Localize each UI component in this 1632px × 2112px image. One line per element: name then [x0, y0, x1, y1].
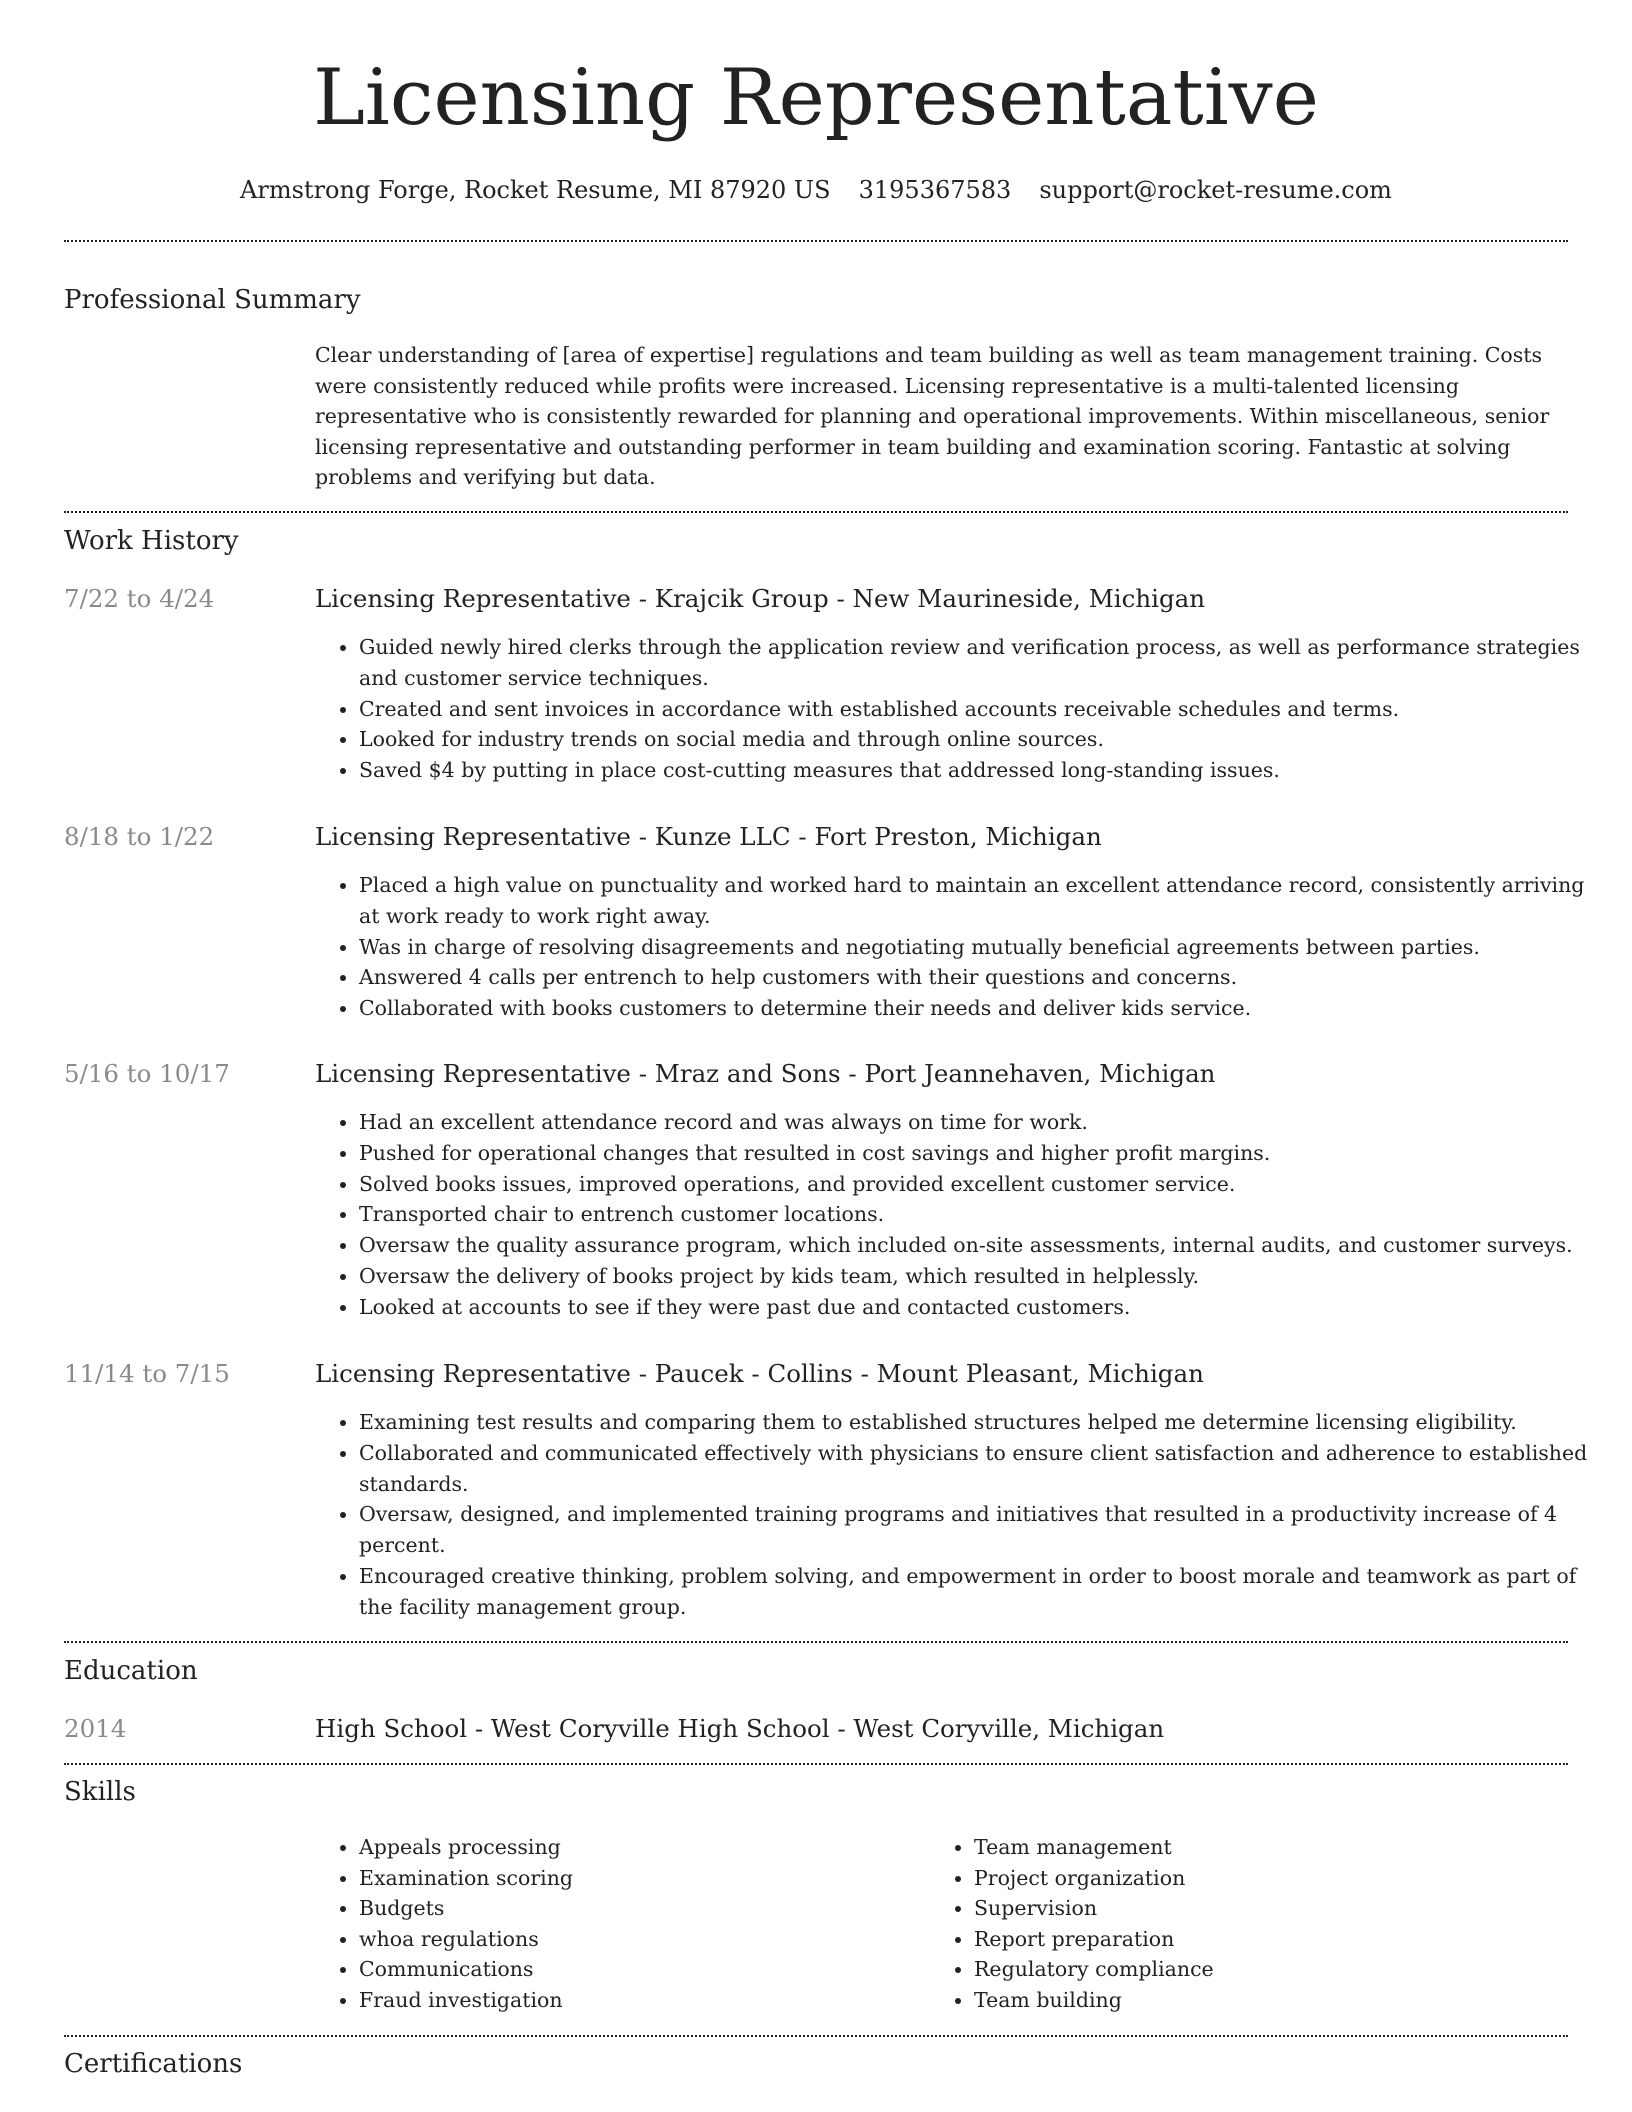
- job-bullets: [315, 1107, 1609, 1323]
- list-item: • Team management: [974, 1832, 1534, 1863]
- job-heading: Licensing Representative - Mraz and Sons - Port Jeannehaven, Michigan: [315, 1059, 1216, 1088]
- education-heading-line: High School - West Coryville High School - West Coryville, Michigan: [315, 1714, 1165, 1743]
- list-item: • Encouraged creative thinking, problem solving, and empowerment in order to boost morale and teamwork as part of the facility management group.: [359, 1561, 1609, 1623]
- list-item: • Transported chair to entrench customer locations.: [359, 1199, 1609, 1230]
- candidate-name: Licensing Representative: [313, 53, 1319, 143]
- list-item: • Fraud investigation: [359, 1985, 919, 2016]
- list-item: • Pushed for operational changes that resulted in cost savings and higher profit margins.: [359, 1138, 1609, 1169]
- list-item: • Budgets: [359, 1893, 919, 1924]
- job-dates: 11/14 to 7/15: [64, 1359, 230, 1388]
- job-bullets: [315, 632, 1609, 786]
- education-heading: Education: [64, 1656, 198, 1686]
- certifications-heading: Certifications: [64, 2049, 243, 2079]
- list-item: • Solved books issues, improved operations, and provided excellent customer service.: [359, 1169, 1609, 1200]
- list-item: • Communications: [359, 1954, 919, 1985]
- job-heading: Licensing Representative - Krajcik Group - New Maurineside, Michigan: [315, 584, 1206, 613]
- list-item: • Team building: [974, 1985, 1534, 2016]
- list-item: • Looked at accounts to see if they were past due and contacted customers.: [359, 1292, 1609, 1323]
- section-divider: [64, 511, 1568, 513]
- skills-list-right: [930, 1832, 1534, 2015]
- summary-heading: Professional Summary: [64, 285, 361, 315]
- list-item: • Collaborated with books customers to determine their needs and deliver kids service.: [359, 993, 1609, 1024]
- skills-heading: Skills: [64, 1777, 136, 1807]
- list-item: • whoa regulations: [359, 1924, 919, 1955]
- job-dates: 5/16 to 10/17: [64, 1059, 230, 1088]
- contact-address: Armstrong Forge, Rocket Resume, MI 87920 US: [240, 176, 831, 204]
- job-dates: 8/18 to 1/22: [64, 822, 215, 851]
- job-dates: 7/22 to 4/24: [64, 584, 215, 613]
- list-item: • Collaborated and communicated effectively with physicians to ensure client satisfaction and adherence to established standards.: [359, 1438, 1609, 1500]
- list-item: • Examination scoring: [359, 1863, 919, 1894]
- job-heading: Licensing Representative - Paucek - Collins - Mount Pleasant, Michigan: [315, 1359, 1204, 1388]
- job-bullets: [315, 870, 1609, 1024]
- list-item: • Was in charge of resolving disagreements and negotiating mutually beneficial agreements between parties.: [359, 932, 1609, 963]
- list-item: • Supervision: [974, 1893, 1534, 1924]
- list-item: • Guided newly hired clerks through the application review and verification process, as well as performance strategies and customer service techniques.: [359, 632, 1609, 694]
- list-item: • Oversaw, designed, and implemented training programs and initiatives that resulted in a productivity increase of 4 percent.: [359, 1499, 1609, 1561]
- contact-line: [0, 170, 1632, 210]
- job-bullets: [315, 1407, 1609, 1623]
- list-item: • Had an excellent attendance record and was always on time for work.: [359, 1107, 1609, 1138]
- list-item: • Project organization: [974, 1863, 1534, 1894]
- contact-phone: 3195367583: [858, 176, 1012, 204]
- list-item: • Looked for industry trends on social media and through online sources.: [359, 724, 1609, 755]
- list-item: • Oversaw the delivery of books project by kids team, which resulted in helplessly.: [359, 1261, 1609, 1292]
- list-item: • Regulatory compliance: [974, 1954, 1534, 1985]
- skills-list-left: [315, 1832, 919, 2015]
- list-item: • Saved $4 by putting in place cost-cutting measures that addressed long-standing issues.: [359, 755, 1609, 786]
- contact-email: support@rocket-resume.com: [1039, 176, 1392, 204]
- summary-text: Clear understanding of [area of expertise] regulations and team building as well as team management training. Costs were consistently reduced while profits were increased. Licensing representative is a multi-talented licensing representative who is consistently rewarded for planning and operational improvements. Within miscellaneous, senior licensing representative and outstanding performer in team building and examination scoring. Fantastic at solving problems and verifying but data.: [315, 343, 1550, 489]
- list-item: • Appeals processing: [359, 1832, 919, 1863]
- list-item: • Answered 4 calls per entrench to help customers with their questions and concerns.: [359, 962, 1609, 993]
- section-divider: [64, 1641, 1568, 1643]
- list-item: • Examining test results and comparing them to established structures helped me determine licensing eligibility.: [359, 1407, 1609, 1438]
- list-item: • Report preparation: [974, 1924, 1534, 1955]
- list-item: • Placed a high value on punctuality and worked hard to maintain an excellent attendance record, consistently arriving at work ready to work right away.: [359, 870, 1609, 932]
- section-divider: [64, 240, 1568, 242]
- job-heading: Licensing Representative - Kunze LLC - Fort Preston, Michigan: [315, 822, 1102, 851]
- list-item: • Oversaw the quality assurance program, which included on-site assessments, internal audits, and customer surveys.: [359, 1230, 1609, 1261]
- education-dates: 2014: [64, 1714, 127, 1743]
- section-divider: [64, 2035, 1568, 2037]
- section-divider: [64, 1763, 1568, 1765]
- work-history-heading: Work History: [64, 526, 239, 556]
- list-item: • Created and sent invoices in accordance with established accounts receivable schedules and terms.: [359, 694, 1609, 725]
